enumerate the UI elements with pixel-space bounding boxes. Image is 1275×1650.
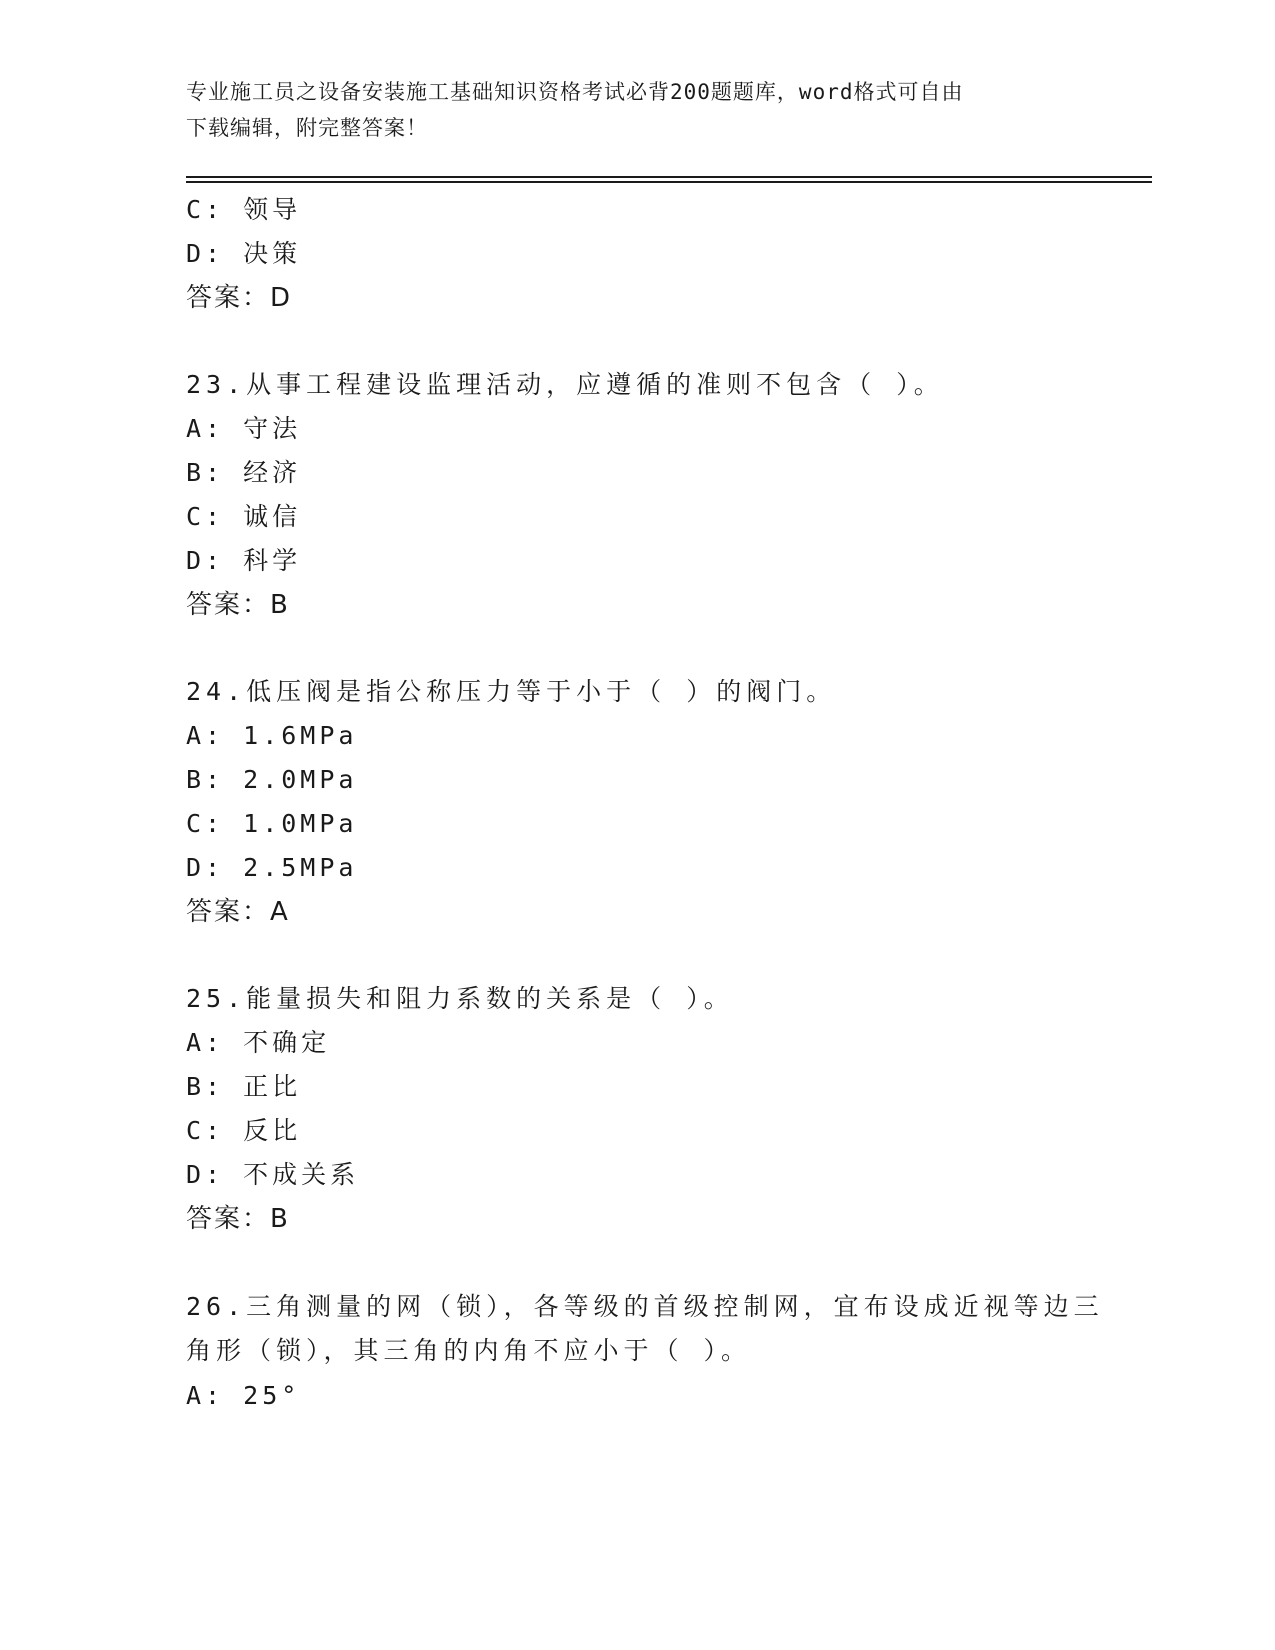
- header-title-line-1: 专业施工员之设备安装施工基础知识资格考试必背200题题库，word格式可自由: [186, 80, 964, 104]
- option-c: C: 领导: [186, 195, 302, 224]
- answer-line: 答案：D: [186, 283, 293, 313]
- option-d: D: 2.5MPa: [186, 853, 358, 882]
- question-25: 25.能量损失和阻力系数的关系是（ ）。: [186, 984, 734, 1013]
- option-a: A: 1.6MPa: [186, 721, 358, 750]
- option-d: D: 科学: [186, 546, 302, 575]
- option-c: C: 反比: [186, 1116, 302, 1145]
- option-a: A: 不确定: [186, 1028, 331, 1057]
- option-c: C: 诚信: [186, 502, 302, 531]
- option-a: A: 25°: [186, 1381, 301, 1410]
- question-24: 24.低压阀是指公称压力等于小于（ ）的阀门。: [186, 677, 837, 706]
- option-c: C: 1.0MPa: [186, 809, 358, 838]
- question-26-line-1: 26.三角测量的网（锁），各等级的首级控制网，宜布设成近视等边三: [186, 1292, 1104, 1321]
- option-a: A: 守法: [186, 414, 302, 443]
- option-d: D: 决策: [186, 239, 302, 268]
- header-divider-bottom: [186, 181, 1152, 183]
- option-b: B: 正比: [186, 1072, 302, 1101]
- answer-line: 答案：B: [186, 590, 290, 620]
- header-title-line-2: 下载编辑，附完整答案！: [186, 116, 428, 140]
- question-23: 23.从事工程建设监理活动，应遵循的准则不包含（ ）。: [186, 370, 944, 399]
- option-b: B: 经济: [186, 458, 302, 487]
- answer-line: 答案：A: [186, 897, 290, 927]
- question-26-line-2: 角形（锁），其三角的内角不应小于（ ）。: [186, 1336, 752, 1365]
- option-d: D: 不成关系: [186, 1160, 360, 1189]
- option-b: B: 2.0MPa: [186, 765, 358, 794]
- answer-line: 答案：B: [186, 1204, 290, 1234]
- header-divider-top: [186, 176, 1152, 178]
- document-header: [186, 74, 1066, 146]
